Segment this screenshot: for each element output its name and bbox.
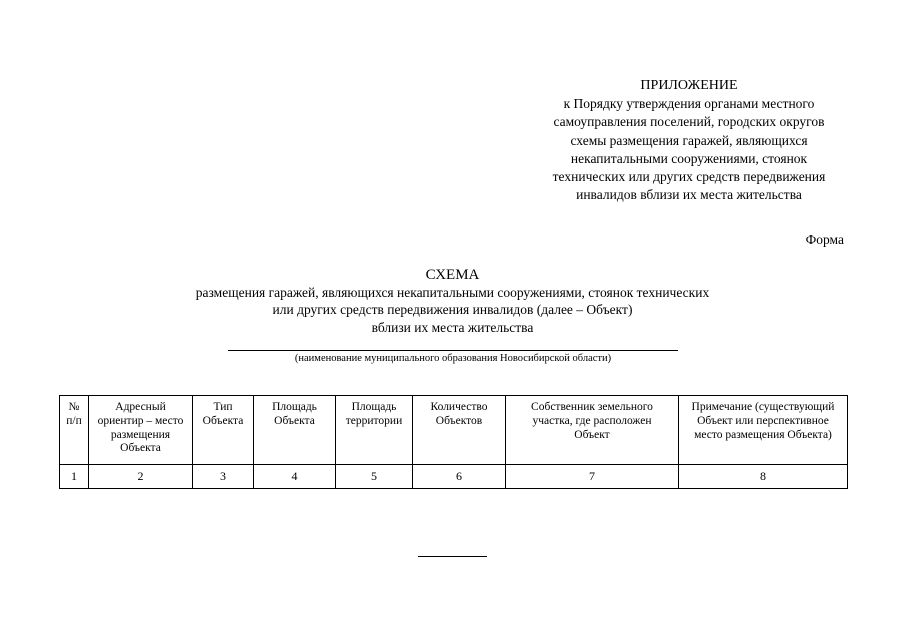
- document-title: [150, 267, 755, 336]
- municipality-caption: (наименование муниципального образования Новосибирской области): [294, 353, 612, 364]
- column-number-cell: 2: [89, 465, 193, 489]
- appendix-line: схемы размещения гаражей, являющихся: [570, 132, 808, 148]
- title-heading: СХЕМА: [425, 267, 480, 283]
- title-line: или других средств передвижения инвалидов (далее – Объект): [272, 302, 633, 318]
- column-number-cell: 1: [60, 465, 89, 489]
- column-number-cell: 3: [193, 465, 254, 489]
- footer-divider: [418, 556, 487, 557]
- column-header-number: № п/п: [60, 396, 89, 465]
- column-number-cell: 4: [254, 465, 336, 489]
- column-header-object-area: Площадь Объекта: [254, 396, 336, 465]
- column-number-cell: 6: [413, 465, 506, 489]
- table-header-row: [60, 396, 848, 465]
- appendix-line: технических или других средств передвижения: [552, 169, 826, 185]
- column-header-address: Адресный ориентир – место размещения Объекта: [89, 396, 193, 465]
- appendix-line: к Порядку утверждения органами местного: [563, 96, 815, 112]
- appendix-line: некапитальными сооружениями, стоянок: [570, 150, 808, 166]
- municipality-fill-line: [228, 350, 678, 351]
- column-header-note: Примечание (существующий Объект или перспективное место размещения Объекта): [679, 396, 848, 465]
- title-line: размещения гаражей, являющихся некапитальными сооружениями, стоянок технических: [195, 285, 710, 300]
- scheme-table: [59, 395, 848, 489]
- table-row: [60, 465, 848, 489]
- column-header-count: Количество Объектов: [413, 396, 506, 465]
- appendix-line: инвалидов вблизи их места жительства: [576, 187, 802, 203]
- column-header-owner: Собственник земельного участка, где расположен Объект: [506, 396, 679, 465]
- appendix-block: [534, 77, 844, 204]
- appendix-heading: ПРИЛОЖЕНИЕ: [640, 78, 738, 93]
- column-header-type: Тип Объекта: [193, 396, 254, 465]
- title-line: вблизи их места жительства: [371, 319, 534, 335]
- form-label: Форма: [805, 232, 844, 247]
- column-number-cell: 5: [336, 465, 413, 489]
- appendix-line: самоуправления поселений, городских округов: [553, 114, 825, 130]
- column-number-cell: 7: [506, 465, 679, 489]
- column-header-territory-area: Площадь территории: [336, 396, 413, 465]
- column-number-cell: 8: [679, 465, 848, 489]
